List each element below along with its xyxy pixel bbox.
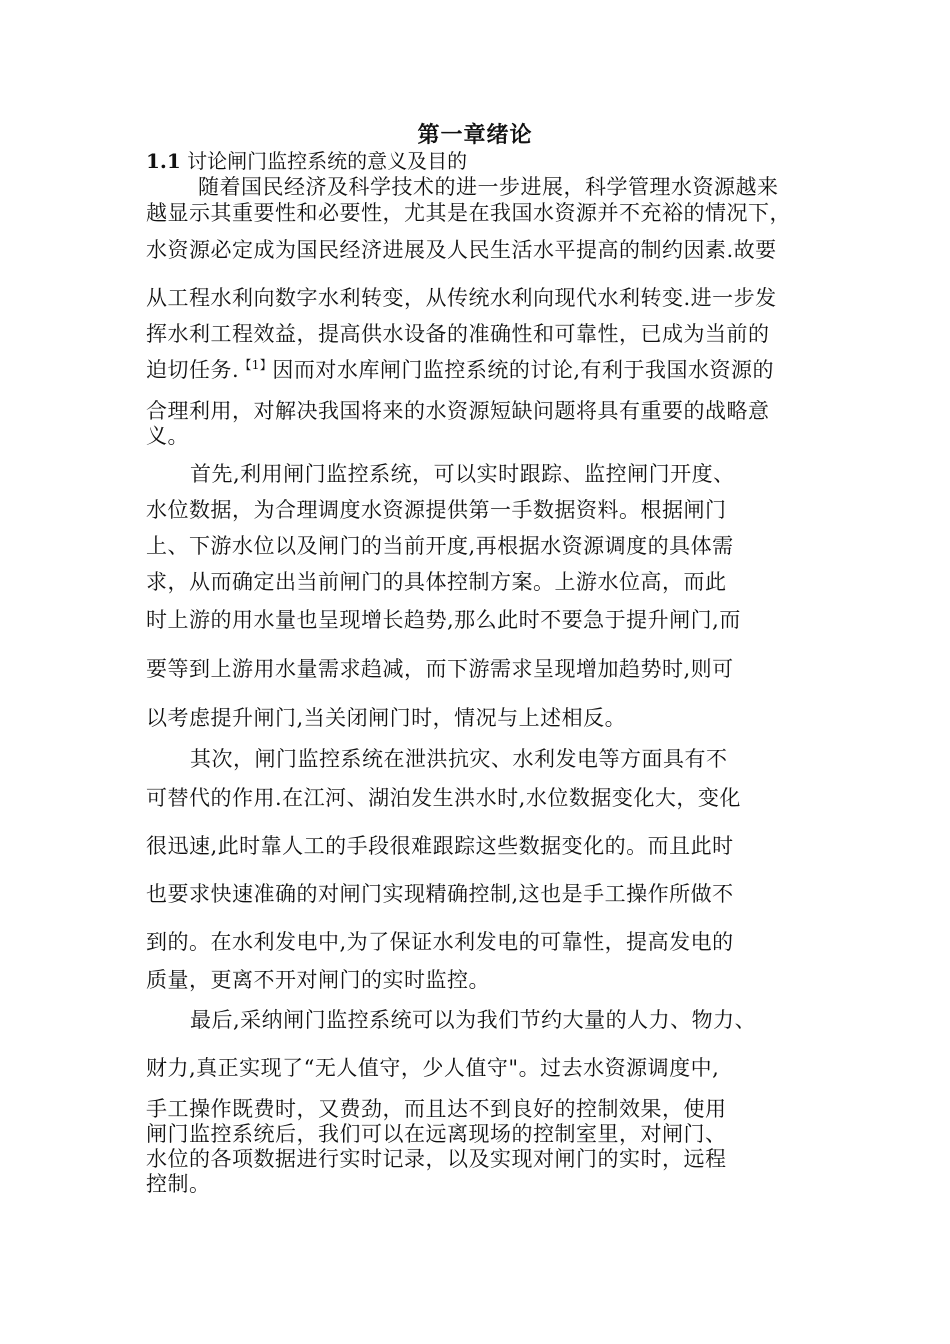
section-number: 1.1 <box>146 149 181 173</box>
text-line: 挥水利工程效益，提高供水设备的准确性和可靠性，已成为当前的 <box>146 322 770 346</box>
text-line-with-citation <box>146 357 826 383</box>
text-line: 以考虑提升闸门,当关闭闸门时，情况与上述相反。 <box>146 706 627 730</box>
text-line: 水位的各项数据进行实时记录，以及实现对闸门的实时，远程 <box>146 1147 727 1171</box>
text-line: 从工程水利向数字水利转变，从传统水利向现代水利转变.进一步发 <box>146 286 777 310</box>
text-line: 随着国民经济及科学技术的进一步进展，科学管理水资源越来 <box>198 175 779 199</box>
text-line: 越显示其重要性和必要性，尤其是在我国水资源并不充裕的情况下， <box>146 201 791 225</box>
section-heading <box>146 149 467 173</box>
text-line: 闸门监控系统后，我们可以在远离现场的控制室里，对闸门、 <box>146 1122 727 1146</box>
text-line: 水位数据，为合理调度水资源提供第一手数据资料。根据闸门 <box>146 498 727 522</box>
text-line: 其次，闸门监控系统在泄洪抗灾、水利发电等方面具有不 <box>190 747 728 771</box>
text-line: 最后,采纳闸门监控系统可以为我们节约大量的人力、物力、 <box>190 1008 757 1032</box>
text-line: 要等到上游用水量需求趋减，而下游需求呈现增加趋势时,则可 <box>146 657 734 681</box>
text-line: 可替代的作用.在江河、湖泊发生洪水时,水位数据变化大，变化 <box>146 786 741 810</box>
text-line: 手工操作既费时，又费劲，而且达不到良好的控制效果，使用 <box>146 1097 727 1121</box>
text-line: 合理利用，对解决我国将来的水资源短缺问题将具有重要的战略意 <box>146 399 770 423</box>
text-line: 上、下游水位以及闸门的当前开度,再根据水资源调度的具体需 <box>146 534 734 558</box>
text-line: 质量，更离不开对闸门的实时监控。 <box>146 968 490 992</box>
chapter-title: 第一章绪论 <box>417 122 533 148</box>
text-line: 很迅速,此时靠人工的手段很难跟踪这些数据变化的。而且此时 <box>146 834 734 858</box>
text-line: 控制。 <box>146 1172 211 1196</box>
text-line: 财力,真正实现了“无人值守，少人值守"。过去水资源调度中, <box>146 1056 720 1080</box>
text-line: 求，从而确定出当前闸门的具体控制方案。上游水位高，而此 <box>146 570 727 594</box>
text-line: 到的。在水利发电中,为了保证水利发电的可靠性，提高发电的 <box>146 930 734 954</box>
section-title: 讨论闸门监控系统的意义及目的 <box>187 149 468 173</box>
text-span: 迫切任务. <box>146 358 240 382</box>
text-line: 义。 <box>146 424 189 448</box>
text-line: 也要求快速准确的对闸门实现精确控制,这也是手工操作所做不 <box>146 882 734 906</box>
text-span: 因而对水库闸门监控系统的讨论,有利于我国水资源的 <box>272 358 775 382</box>
text-line: 首先,利用闸门监控系统，可以实时跟踪、监控闸门开度、 <box>190 462 735 486</box>
text-line: 时上游的用水量也呈现增长趋势,那么此时不要急于提升闸门,而 <box>146 608 741 632</box>
citation-marker: 【1】 <box>239 358 273 372</box>
text-line: 水资源必定成为国民经济进展及人民生活水平提高的制约因素.故要 <box>146 238 777 262</box>
